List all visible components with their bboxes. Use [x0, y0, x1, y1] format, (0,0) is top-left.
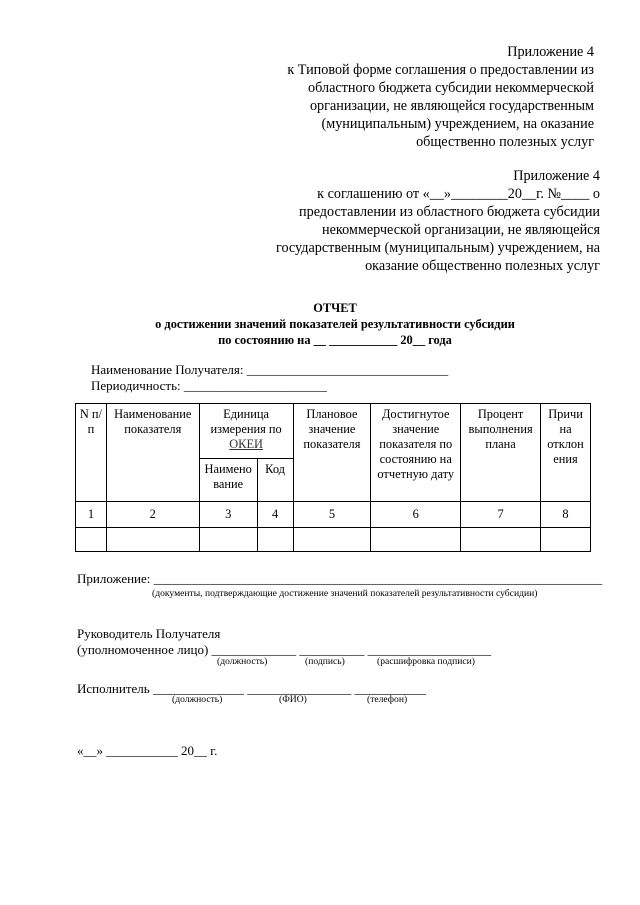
head-signature-line: (уполномоченное лицо) _____________ __________ ___________________: [77, 642, 492, 657]
table-cell[interactable]: [293, 528, 371, 552]
col-num-header: N п/п: [76, 404, 107, 502]
header-1-line: организации, не являющейся государственным: [309, 98, 594, 114]
head-caption-position: (должность): [217, 656, 268, 667]
periodicity-field: Периодичность: ______________________: [91, 378, 327, 393]
title-line-1: ОТЧЕТ: [313, 301, 357, 315]
table-cell[interactable]: [76, 528, 107, 552]
col-percent-header: Процент выполнения плана: [461, 404, 541, 502]
table-cell[interactable]: [371, 528, 461, 552]
header-1-line: областного бюджета субсидии некоммерческой: [308, 80, 594, 96]
head-label: Руководитель Получателя: [77, 626, 221, 641]
col-unit-code-header: Код: [257, 459, 293, 502]
table-header-row: [76, 404, 591, 459]
col-name-header: Наименование показателя: [106, 404, 199, 502]
table-cell[interactable]: [106, 528, 199, 552]
table-cell[interactable]: [199, 528, 257, 552]
header-block-1: [174, 43, 594, 151]
header-1-line: общественно полезных услуг: [416, 134, 594, 150]
title-line-2: о достижении значений показателей результативности субсидии: [155, 317, 515, 331]
head-caption-decode: (расшифровка подписи): [377, 656, 475, 667]
header-2-line: оказание общественно полезных услуг: [365, 258, 600, 274]
number-cell: 6: [371, 502, 461, 528]
col-unit-header: [199, 404, 293, 459]
col-unit-name-header: Наимено вание: [199, 459, 257, 502]
recipient-field: Наименование Получателя: _______________________________: [91, 362, 449, 377]
header-2-line: предоставлении из областного бюджета субсидии: [299, 204, 600, 220]
number-cell: 4: [257, 502, 293, 528]
executor-line: Исполнитель ______________ ________________ ___________: [77, 681, 426, 696]
header-2-line: государственным (муниципальным) учреждением, на: [276, 240, 600, 256]
header-2-line: к соглашению от «__»________20__г. №____ о: [317, 186, 600, 202]
number-cell: 3: [199, 502, 257, 528]
executor-caption-fio: (ФИО): [279, 694, 307, 705]
executor-caption-position: (должность): [172, 694, 223, 705]
report-title: [110, 300, 560, 348]
number-cell: 7: [461, 502, 541, 528]
number-cell: 2: [106, 502, 199, 528]
report-table: [75, 403, 591, 552]
table-empty-row: [76, 528, 591, 552]
col-achieved-header: Достигнутое значение показателя по состоянию на отчетную дату: [371, 404, 461, 502]
col-plan-header: Плановое значение показателя: [293, 404, 371, 502]
table-cell[interactable]: [257, 528, 293, 552]
appendix-line: Приложение: _____________________________________________________________________: [77, 571, 603, 586]
header-1-line: (муниципальным) учреждением, на оказание: [321, 116, 594, 132]
head-caption-signature: (подпись): [305, 656, 345, 667]
table-number-row: [76, 502, 591, 528]
appendix-caption: (документы, подтверждающие достижение значений показателей результативности субсидии): [152, 588, 538, 599]
header-1-line: Приложение 4: [507, 44, 594, 60]
executor-caption-phone: (телефон): [367, 694, 408, 705]
number-cell: 8: [541, 502, 591, 528]
number-cell: 1: [76, 502, 107, 528]
header-1-line: к Типовой форме соглашения о предоставлении из: [287, 62, 594, 78]
title-line-3: по состоянию на __ ___________ 20__ года: [218, 333, 452, 347]
header-2-line: Приложение 4: [513, 168, 600, 184]
col-reason-header: Причи на отклон ения: [541, 404, 591, 502]
number-cell: 5: [293, 502, 371, 528]
header-block-2: [180, 167, 600, 275]
date-line: «__» ___________ 20__ г.: [77, 743, 218, 758]
header-2-line: некоммерческой организации, не являющейся: [322, 222, 600, 238]
table-cell[interactable]: [541, 528, 591, 552]
table-cell[interactable]: [461, 528, 541, 552]
unit-header-text: Единица измерения по: [210, 407, 282, 436]
okei-link[interactable]: ОКЕИ: [229, 437, 263, 451]
